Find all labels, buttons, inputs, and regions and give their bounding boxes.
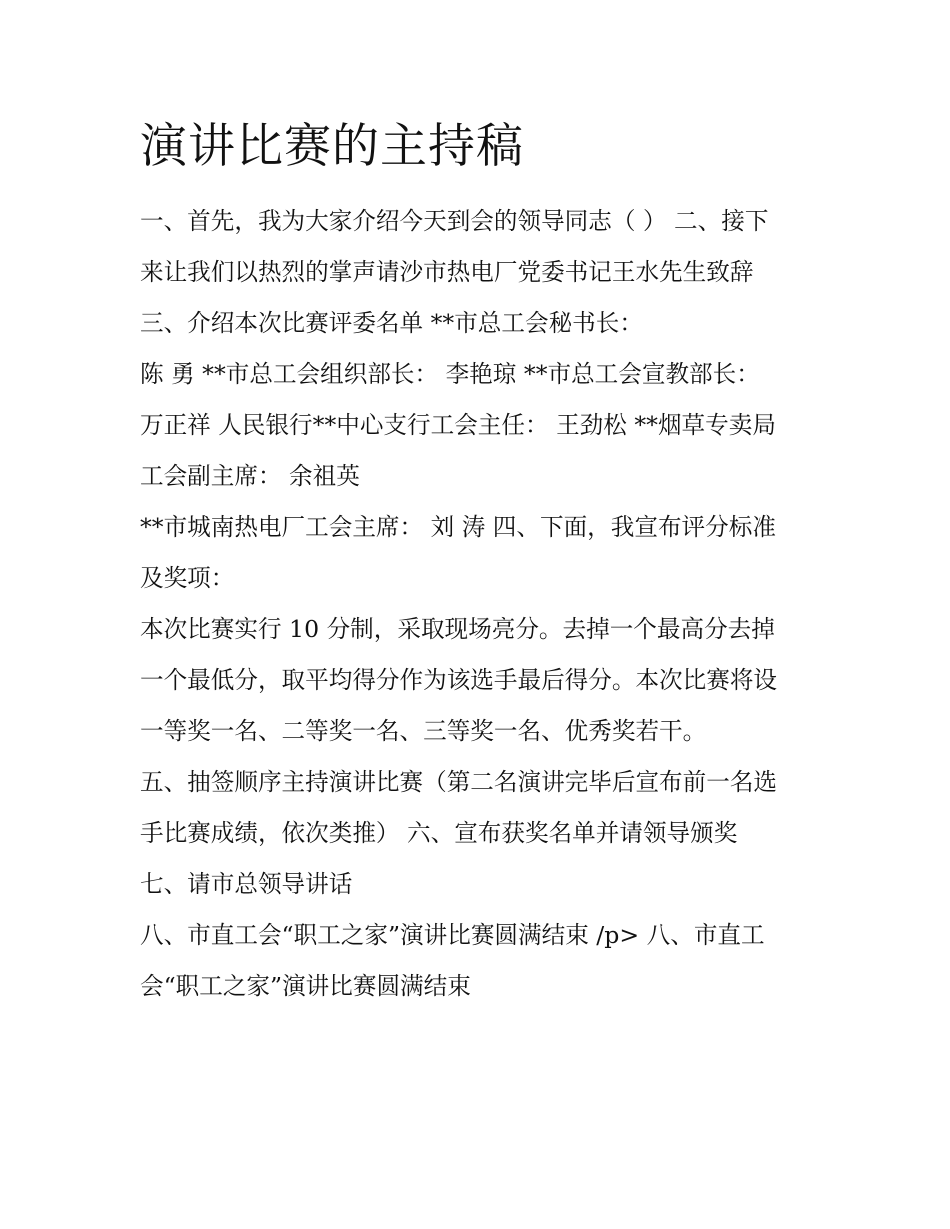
- text-line: 工会副主席： 余祖英: [140, 462, 360, 490]
- document-body: [140, 196, 820, 1012]
- text-line: 七、请市总领导讲话: [140, 870, 353, 898]
- text-line: 来让我们以热烈的掌声请沙市热电厂党委书记王水先生致辞: [140, 258, 754, 286]
- text-line: 会“职工之家”演讲比赛圆满结束: [140, 972, 471, 1000]
- text-line: 陈 勇 **市总工会组织部长： 李艳琼 **市总工会宣教部长：: [140, 360, 760, 388]
- text-line: 五、抽签顺序主持演讲比赛（第二名演讲完毕后宣布前一名选: [140, 768, 778, 796]
- text-line: 手比赛成绩，依次类推） 六、宣布获奖名单并请领导颁奖: [140, 819, 738, 847]
- text-line: 一等奖一名、二等奖一名、三等奖一名、优秀奖若干。: [140, 717, 707, 745]
- text-line: 本次比赛实行 10 分制，采取现场亮分。去掉一个最高分去掉: [140, 615, 775, 643]
- text-line: 及奖项：: [140, 564, 235, 592]
- document-title: 演讲比赛的主持稿: [140, 119, 524, 174]
- text-line: **市城南热电厂工会主席： 刘 涛 四、下面，我宣布评分标准: [140, 513, 776, 541]
- text-line: 万正祥 人民银行**中心支行工会主任： 王劲松 **烟草专卖局: [140, 411, 776, 439]
- text-line: 一、首先，我为大家介绍今天到会的领导同志（ ） 二、接下: [140, 207, 769, 235]
- text-line: 八、市直工会“职工之家”演讲比赛圆满结束 /p> 八、市直工: [140, 921, 765, 949]
- text-line: 一个最低分，取平均得分作为该选手最后得分。本次比赛将设: [140, 666, 778, 694]
- text-line: 三、介绍本次比赛评委名单 **市总工会秘书长：: [140, 309, 643, 337]
